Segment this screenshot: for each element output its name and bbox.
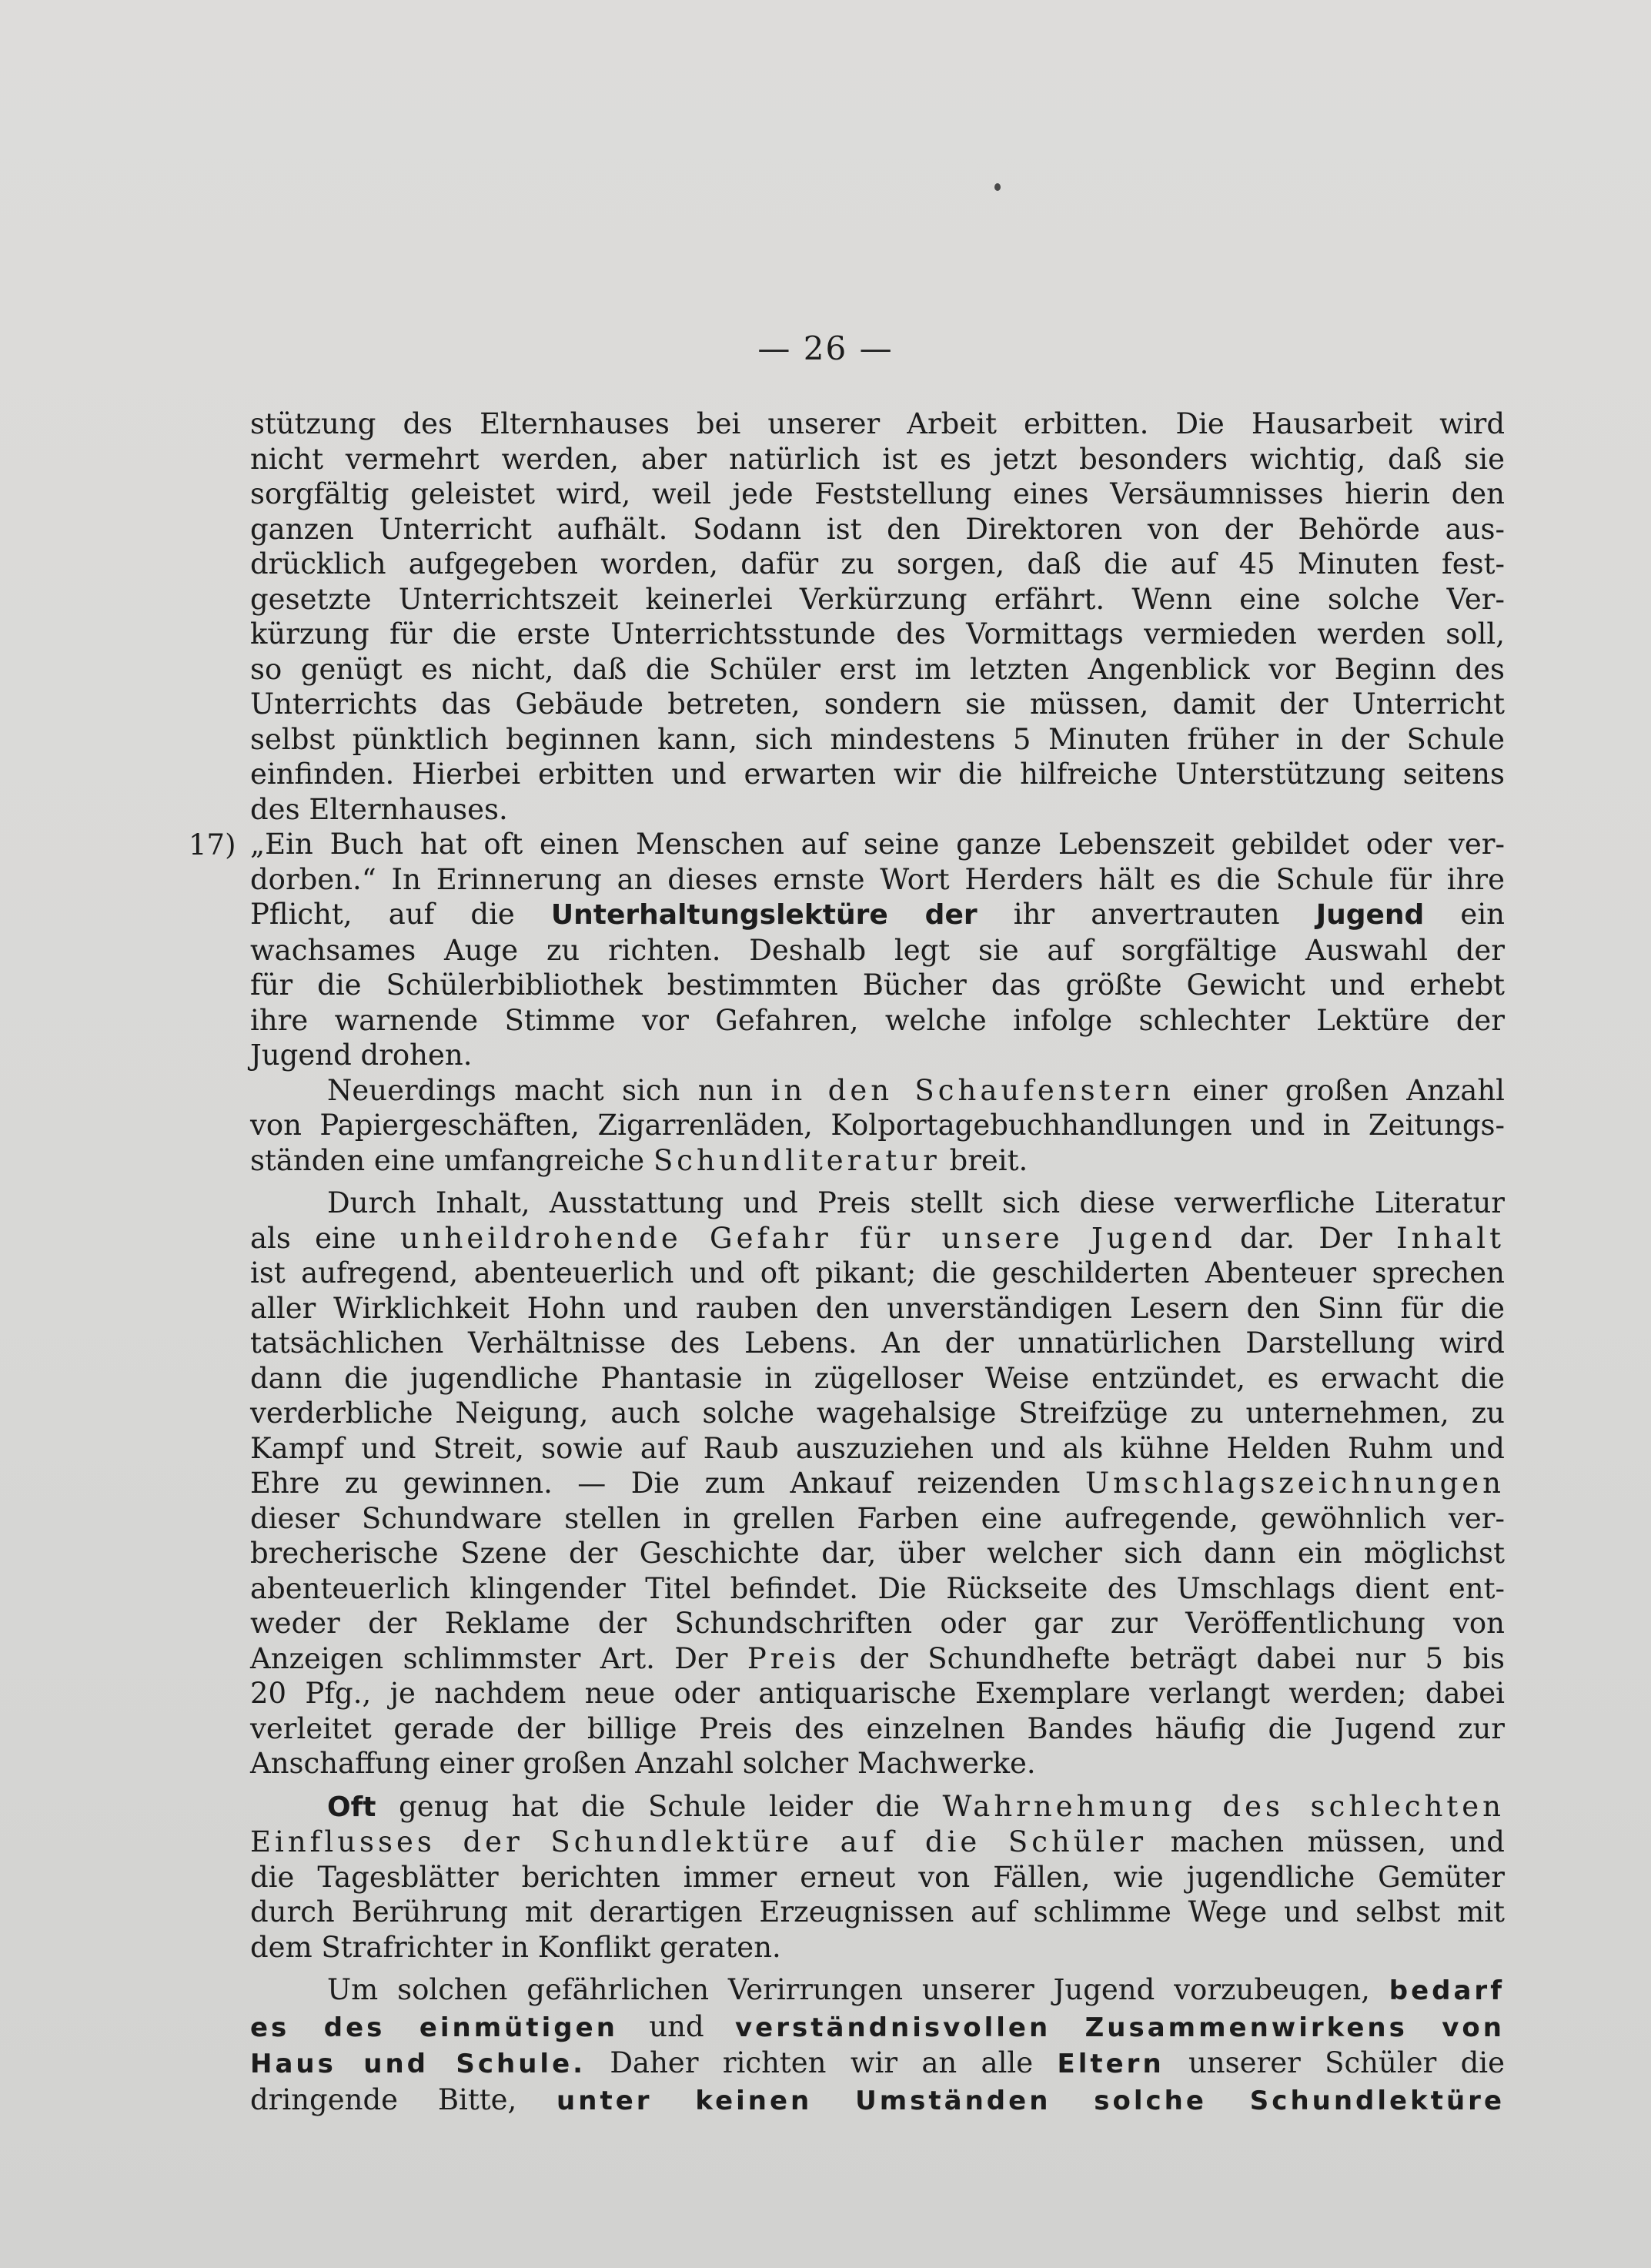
emphasis-spaced: Umschlagszeichnungen xyxy=(1085,1467,1505,1500)
text-line: für die Schülerbibliothek bestimmten Bücher das größte Gewicht und erhebt xyxy=(250,968,1505,1002)
text-line xyxy=(250,1221,1505,1256)
text-run: dringende Bitte, xyxy=(250,2082,557,2116)
text-line: Anschaffung einer großen Anzahl solcher Machwerke. xyxy=(250,1747,1036,1780)
emphasis-bold: Oft xyxy=(327,1791,376,1823)
text-line xyxy=(250,2082,1505,2119)
text-line: kürzung für die erste Unterrichtsstunde des Vormittags vermieden werden soll, xyxy=(250,617,1505,651)
text-line: Durch Inhalt, Ausstattung und Preis stellt sich diese verwerfliche Literatur xyxy=(327,1186,1505,1219)
text-line: nicht vermehrt werden, aber natürlich ist es jetzt besonders wichtig, daß sie xyxy=(250,442,1505,476)
text-line: abenteuerlich klingender Titel befindet. Die Rückseite des Umschlags dient ent- xyxy=(250,1571,1505,1605)
text-run: ein xyxy=(1424,898,1505,931)
text-line xyxy=(250,1466,1505,1501)
text-line: wachsames Auge zu richten. Deshalb legt sie auf sorgfältige Auswahl der xyxy=(250,933,1505,967)
text-run: Anzeigen schlimmster Art. Der xyxy=(250,1641,747,1675)
emphasis-bold-spaced: Haus und Schule. xyxy=(250,2049,587,2079)
text-run: unserer Schüler die xyxy=(1164,2046,1505,2079)
text-run: und xyxy=(617,2009,736,2043)
emphasis-bold-spaced: bedarf xyxy=(1389,1975,1505,2006)
text-run: machen müssen, und xyxy=(1147,1825,1505,1858)
text-run: Daher richten wir an alle xyxy=(586,2046,1058,2079)
page-number: — 26 — xyxy=(757,329,894,367)
paragraph-gap xyxy=(250,1178,1505,1186)
emphasis-bold: Unterhaltungslektüre der xyxy=(550,899,978,931)
emphasis-spaced: Inhalt xyxy=(1395,1221,1506,1255)
text-line xyxy=(250,2009,1505,2046)
text-line xyxy=(250,1641,1505,1677)
emphasis-bold: Jugend xyxy=(1315,899,1425,931)
text-line: ihre warnende Stimme vor Gefahren, welche infolge schlechter Lektüre der xyxy=(250,1003,1505,1037)
text-run: ihr anvertrauten xyxy=(977,898,1316,931)
text-line xyxy=(250,1972,1505,2009)
text-run: der Schundhefte beträgt dabei nur 5 bis xyxy=(840,1641,1505,1675)
emphasis-spaced: Preis xyxy=(747,1641,841,1675)
text-line: dem Strafrichter in Konflikt geraten. xyxy=(250,1930,781,1964)
text-line xyxy=(250,2046,1505,2082)
text-line: aller Wirklichkeit Hohn und rauben den unverständigen Lesern den Sinn für die xyxy=(250,1291,1505,1325)
text-line: weder der Reklame der Schundschriften oder gar zur Veröffentlichung von xyxy=(250,1607,1505,1640)
text-line: so genügt es nicht, daß die Schüler erst im letzten Angenblick vor Beginn des xyxy=(250,652,1505,686)
section-number: 17) xyxy=(189,828,236,861)
text-line: die Tagesblätter berichten immer erneut von Fällen, wie jugendliche Gemüter xyxy=(250,1860,1505,1894)
emphasis-spaced: Einflusses der Schundlektüre auf die Schüler xyxy=(250,1825,1148,1858)
text-line xyxy=(250,1073,1505,1109)
text-line: von Papiergeschäften, Zigarrenläden, Kolportagebuchhandlungen und in Zeitungs- xyxy=(250,1109,1505,1142)
emphasis-bold-spaced: es des einmütigen xyxy=(250,2012,618,2043)
text-run: Pflicht, auf die xyxy=(250,898,551,931)
text-run: Ehre zu gewinnen. — Die zum Ankauf reizenden xyxy=(250,1467,1085,1500)
text-line: 20 Pfg., je nachdem neue oder antiquarische Exemplare verlangt werden; dabei xyxy=(250,1677,1505,1710)
text-line: selbst pünktlich beginnen kann, sich mindestens 5 Minuten früher in der Schule xyxy=(250,722,1505,756)
text-line: dann die jugendliche Phantasie in zügelloser Weise entzündet, es erwacht die xyxy=(250,1361,1505,1395)
text-run: einer großen Anzahl xyxy=(1174,1073,1506,1107)
text-line xyxy=(250,897,1505,933)
text-line xyxy=(250,1789,1505,1825)
text-line: brecherische Szene der Geschichte dar, über welcher sich dann ein möglichst xyxy=(250,1537,1505,1570)
emphasis-spaced: Wahrnehmung des schlechten xyxy=(942,1789,1505,1823)
text-line: verderbliche Neigung, auch solche wagehalsige Streifzüge zu unternehmen, zu xyxy=(250,1397,1505,1430)
emphasis-bold-spaced: verständnisvollen Zusammenwirkens von xyxy=(735,2012,1505,2043)
text-line: gesetzte Unterrichtszeit keinerlei Verkürzung erfährt. Wenn eine solche Ver- xyxy=(250,582,1505,616)
emphasis-bold-spaced: unter keinen Umständen solche Schundlektüre xyxy=(556,2085,1506,2116)
text-line: dieser Schundware stellen in grellen Farben eine aufregende, gewöhnlich ver- xyxy=(250,1501,1505,1535)
paragraph-gap xyxy=(250,1965,1505,1972)
text-run: genug hat die Schule leider die xyxy=(376,1789,943,1823)
emphasis-spaced: unheildrohende Gefahr für unsere Jugend xyxy=(399,1221,1216,1255)
text-line: „Ein Buch hat oft einen Menschen auf seine ganze Lebenszeit gebildet oder ver- xyxy=(250,828,1505,861)
text-line: Unterrichts das Gebäude betreten, sondern sie müssen, damit der Unterricht xyxy=(250,687,1505,721)
text-line: Kampf und Streit, sowie auf Raub auszuziehen und als kühne Helden Ruhm und xyxy=(250,1431,1505,1465)
body-text xyxy=(250,406,1505,2119)
text-run: Um solchen gefährlichen Verirrungen unserer Jugend vorzubeugen, xyxy=(327,1973,1389,2006)
text-line: Jugend drohen. xyxy=(250,1039,473,1072)
text-line: einfinden. Hierbei erbitten und erwarten wir die hilfreiche Unterstützung seitens xyxy=(250,758,1505,791)
text-run: als eine xyxy=(250,1221,400,1255)
text-run: dar. Der xyxy=(1215,1221,1396,1255)
text-line: ganzen Unterricht aufhält. Sodann ist den Direktoren von der Behörde aus- xyxy=(250,512,1505,546)
text-line: verleitet gerade der billige Preis des einzelnen Bandes häufig die Jugend zur xyxy=(250,1711,1505,1745)
text-line xyxy=(250,1143,1505,1179)
text-line: drücklich aufgegeben worden, dafür zu sorgen, daß die auf 45 Minuten fest- xyxy=(250,547,1505,580)
ink-speck xyxy=(994,183,1001,191)
text-line: ist aufregend, abenteuerlich und oft pikant; die geschilderten Abenteuer sprechen xyxy=(250,1256,1505,1290)
text-run: breit. xyxy=(940,1143,1028,1177)
paragraph-gap xyxy=(250,1781,1505,1789)
emphasis-bold-spaced: Eltern xyxy=(1057,2049,1165,2079)
text-run: Neuerdings macht sich nun xyxy=(327,1073,771,1107)
text-line xyxy=(250,1825,1505,1860)
text-line: tatsächlichen Verhältnisse des Lebens. An der unnatürlichen Darstellung wird xyxy=(250,1326,1505,1360)
emphasis-spaced: in den Schaufenstern xyxy=(770,1073,1175,1107)
text-run: ständen eine umfangreiche xyxy=(250,1143,653,1177)
text-line: stützung des Elternhauses bei unserer Arbeit erbitten. Die Hausarbeit wird xyxy=(250,407,1505,440)
text-line: dorben.“ In Erinnerung an dieses ernste Wort Herders hält es die Schule für ihre xyxy=(250,862,1505,896)
text-line: sorgfältig geleistet wird, weil jede Feststellung eines Versäumnisses hierin den xyxy=(250,477,1505,510)
text-line: durch Berührung mit derartigen Erzeugnissen auf schlimme Wege und selbst mit xyxy=(250,1895,1505,1928)
emphasis-spaced: Schundliteratur xyxy=(653,1143,941,1177)
text-line: des Elternhauses. xyxy=(250,792,508,826)
